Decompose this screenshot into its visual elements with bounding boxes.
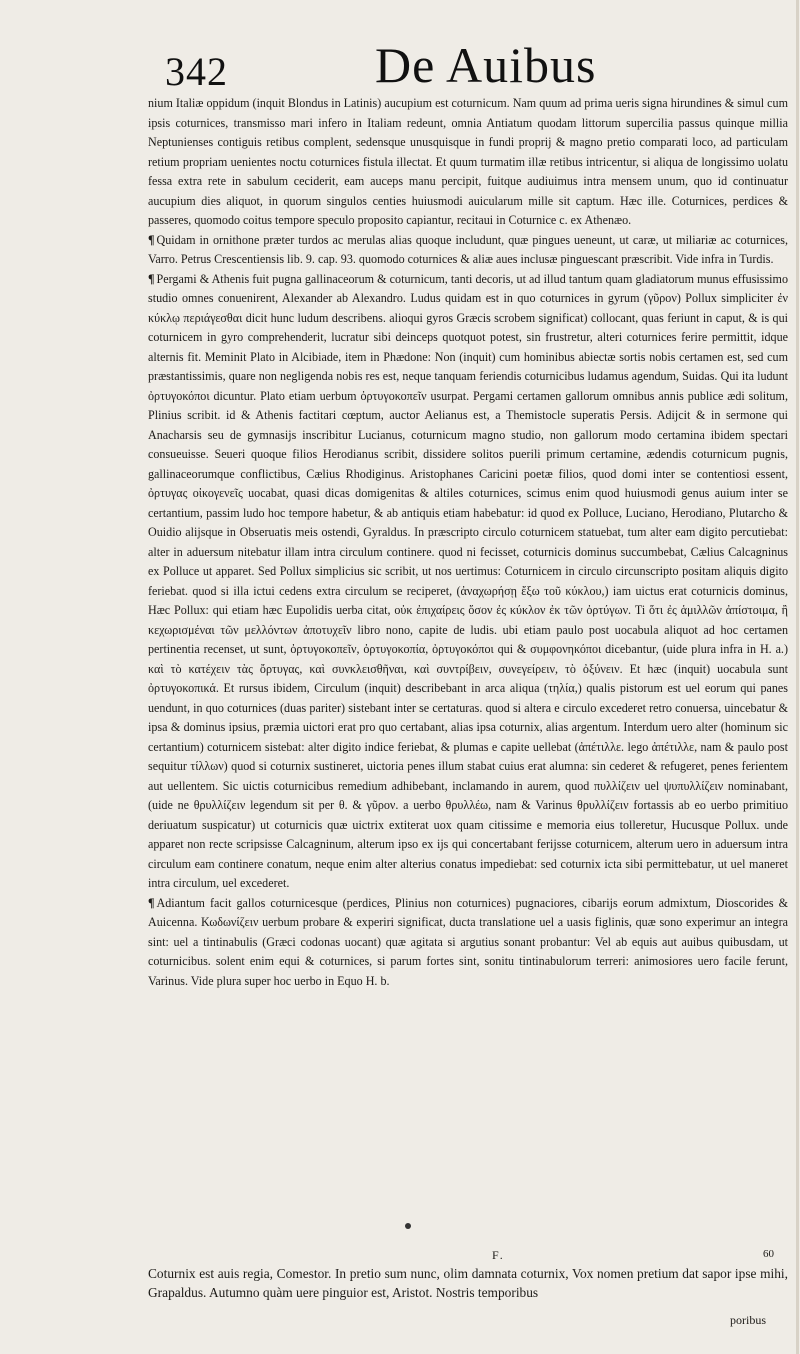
paragraph-text: Pergami & Athenis fuit pugna gallinaceorum & coturnicum, tanti decoris, ut ad illud tantum quam gladiatorum munus effusissimo studio omnes conuenirent, Alexander ab Alexandro. Ludus quidam est in quo coturnices in gyrum (γῦρον) Pollux simpliciter ἐν κύκλῳ περιάγεσθαι dicit hunc ludum describens. alioqui gyros Græcis scrobem significat) collocant, quas feriunt in caput, & is qui coturnicem in gyro comprehenderit, lucratur sibi deinceps quotquot potest, sin frustretur, alteri coturnices ferire permittit, idque alternis fit. Meminit Plato in Alcibiade, item in Phædone: Non (inquit) cum hominibus abiectæ sortis nobis certamen est, sed cum præstantissimis, quare non negligenda nobis res est, neque tanquam feriendis coturnicibus ludamus agendum, Suidas. Qui ita ludunt ὀρτυγοκόποι dicuntur. Plato etiam uerbum ὀρτυγοκοπεῖν usurpat. Pergami certamen gallorum omnibus annis publice ædi solitum, Plinius scribit. id & Athenis factitari cœptum, auctor Aelianus est, a Themistocle superatis Persis. Adijcit & in sermone qui Anacharsis seu de gymnasijs inscribitur Lucianus, coturnicum magno studio, non gallorum modo certamina ibidem spectari consueuisse. Seueri quoque filios Herodianus scribit, dissidere solitos puerili primum certamine, ædendis coturnicum pugnis, gallinaceorumque conflictibus, Cælius Rhodiginus. Aristophanes Caricini poetæ filios, quod domi inter se contentiosi essent, ὀρτυγας οἰκογενεῖς uocabat, quasi dicas domigenitas & altiles coturnices, scimus enim quod huiusmodi genus auium inter se certantium, passim ludo hoc tempore habetur, & ab antiquis etiam habebatur: id quod ex Polluce, Luciano, Herodiano, Plutarcho & Ouidio alijsque in Obseruatis meis ostendi, Gyraldus. In præscripto circulo coturnicem statuebat, tum alter eam digito percutiebat: alter in aduersum nitebatur illam intra circulum continere. quod ni fecisset, coturnicis dominus succumbebat, Cælius Calcagninus ex Polluce ut apparet. Sed Pollux simplicius sic scribit, ut nos uertimus: Coturnicem in circulo circunscripto positam aliquis digito feriebat. quod si illa ictui cedens extra circulum se reciperet, (ἀναχωρήσῃ ἔξω τοῦ κύκλου,) iam uictus erat coturnicis dominus, Hæc Pollux: qui etiam hæc Eupolidis uerba citat, οὐκ ἐπιχαίρεις ὅσον ἐς κύκλον ἐκ τῶν ὀρτύγων. Ti ὅτι ἐς ἁμιλλῶν ἀπίστοιμα, ἢ κεχωρισμέναι τῶν μελλόντων ἀποτυχεῖν libro nono, capite de ludis. ubi etiam paulo post uocabula aliquot ad hoc certamen pertinentia recenset, ut sunt, ὀρτυγοκοπεῖν, ὀρτυγοκοπία, ὀρτυγοκόποι qui & συμφονηκόποι dicebantur, (uide plura infra in H. a.) καὶ τὸ κατέχειν τὰς ὄρτυγας, καὶ συνκλεισθῆναι, καὶ συντρίβειν, συνεγείρειν, τὸ ὀξύνειν. Et hæc (inquit) uocabula sunt ὀρτυγοκοπικά. Et rursus ibidem, Circulum (inquit) describebant in arca aliqua (τηλία,) qualis pistorum est uel eorum qui panes uendunt, in quo coturnices (duas pariter) sistebant inter se certaturas. quod si altera e circulo excederet retro conuersa, uincebatur & ipsa & dominus ipsius, præmia uictori erat pro quo certabant, alias ipsa coturnix, alias argentum. Interdum uero alter (hominum sic certantium) coturnicem sistebat: alter digito indice feriebat, & plumas e capite uellebat (ἀπέτιλλε. lego ἀπέτιλλε, nam & paulo post sequitur τίλλων) quod si coturnix sustineret, uictoria penes illum stabat cuius erat alumna: sin cederet & refugeret, penes ferientem aut uellentem. Sic uictis coturnicibus remedium adhibebant, inclamando in aurem, quod πυλλίζειν uel ψυπυλλίζειν nominabant, (uide ne θρυλλίζειν legendum sit per θ. & γῦρον. a uerbo θρυλλέω, nam & Varinus θρυλλίζειν fortassis ab eo uerbo primitiuo deriuatum suspicatur) ut coturnicis quæ uictrix extiterat uox quam citissime e memoria eius tolleretur, Hucusque Pollux. unde apparet non recte scripsisse Calcagninum, alterum ipso ex ijs qui concertabant ferijsse coturnicem, alterum uero in aduersum intra circulum eam continere conatum, neque enim alter alterius conatus impediebat: sed coturnix icta sibi permittebatur, ut uel maneret intra circulum, uel excederet.	[148, 271, 788, 890]
paragraph: nium Italiæ oppidum (inquit Blondus in Latinis) aucupium est coturnicum. Nam quum ad prima ueris signa hirundines & simul cum ipsis coturnices, transmisso mari infero in Italiam redeunt, omnia Antiatum quodam littorum supercilia passus quinque millia Neptunienses contiguis retibus complent, sedensque unusquisque in fundi proprij & magno pretio comparati loco, ad particulam retium propriam uenientes noctu coturnices fistula illectat. Et quum turmatim illæ retibus intricentur, si aliqua de longissimo uolatu fessa extra rete in sabulum ceciderit, eam auceps manu percipit, fuitque audiuimus intra mensem unum, quo id continuatur aucupium dies aliquot, in quorum singulos centies huiusmodi auicularum mille sit captum. Hæc ille. Coturnices, perdices & passeres, quomodo coitus tempore speculo proposito capiantur, recitaui in Coturnice c. ex Athenæo.	[148, 96, 788, 227]
paragraph	[148, 270, 788, 894]
paragraph-text: Quidam in ornithone præter turdos ac merulas alias quoque includunt, quæ pingues ueneunt, ut caræ, ut miliariæ ac coturnices, Varro. Petrus Crescentiensis lib. 9. cap. 93. quomodo coturnices & aliæ aues inclusæ pinguescant præscribit. Vide infra in Turdis.	[148, 232, 788, 266]
pilcrow-icon: ¶	[148, 271, 155, 286]
section-heading: Coturnix est auis regia, Comestor. In pretio sum nunc, olim damnata coturnix, Vox nomen pretium dat sapor ipse mihi, Grapaldus. Autumno quàm uere pinguior est, Aristot. Nostris temporibus	[148, 1266, 788, 1300]
section-signature: F.	[492, 1248, 505, 1262]
ink-dot	[405, 1223, 411, 1229]
paragraph	[148, 894, 788, 992]
paragraph	[148, 231, 788, 270]
paragraph-text: Adiantum facit gallos coturnicesque (perdices, Plinius non coturnices) pugnaciores, cibarijs eorum admixtum, Dioscorides & Auicenna. Κωδωνίζειν uerbum probare & experiri significat, ducta translatione uel a uasis figlinis, quæ sono experimur an integra sint: uel a tintinabulis (Græci codonas uocant) quæ agitata si argutius sonant probantur: Vel ab equis aut auibus quibusdam, ut coturnicibus. solent enim equi & coturnices, si parum fortes sint, sonitu tintinabulorum terreri: animosiores uero facile ferunt, Varinus. Vide plura super hoc uerbo in Equo H. b.	[148, 895, 788, 988]
margin-number: 60	[763, 1248, 774, 1260]
running-title: De Auibus	[375, 37, 597, 93]
page-edge	[796, 0, 799, 1354]
pilcrow-icon: ¶	[148, 895, 155, 910]
catchword: poribus	[730, 1313, 766, 1327]
page-number: 342	[165, 49, 228, 94]
body-text	[148, 94, 788, 991]
pilcrow-icon: ¶	[148, 232, 155, 247]
